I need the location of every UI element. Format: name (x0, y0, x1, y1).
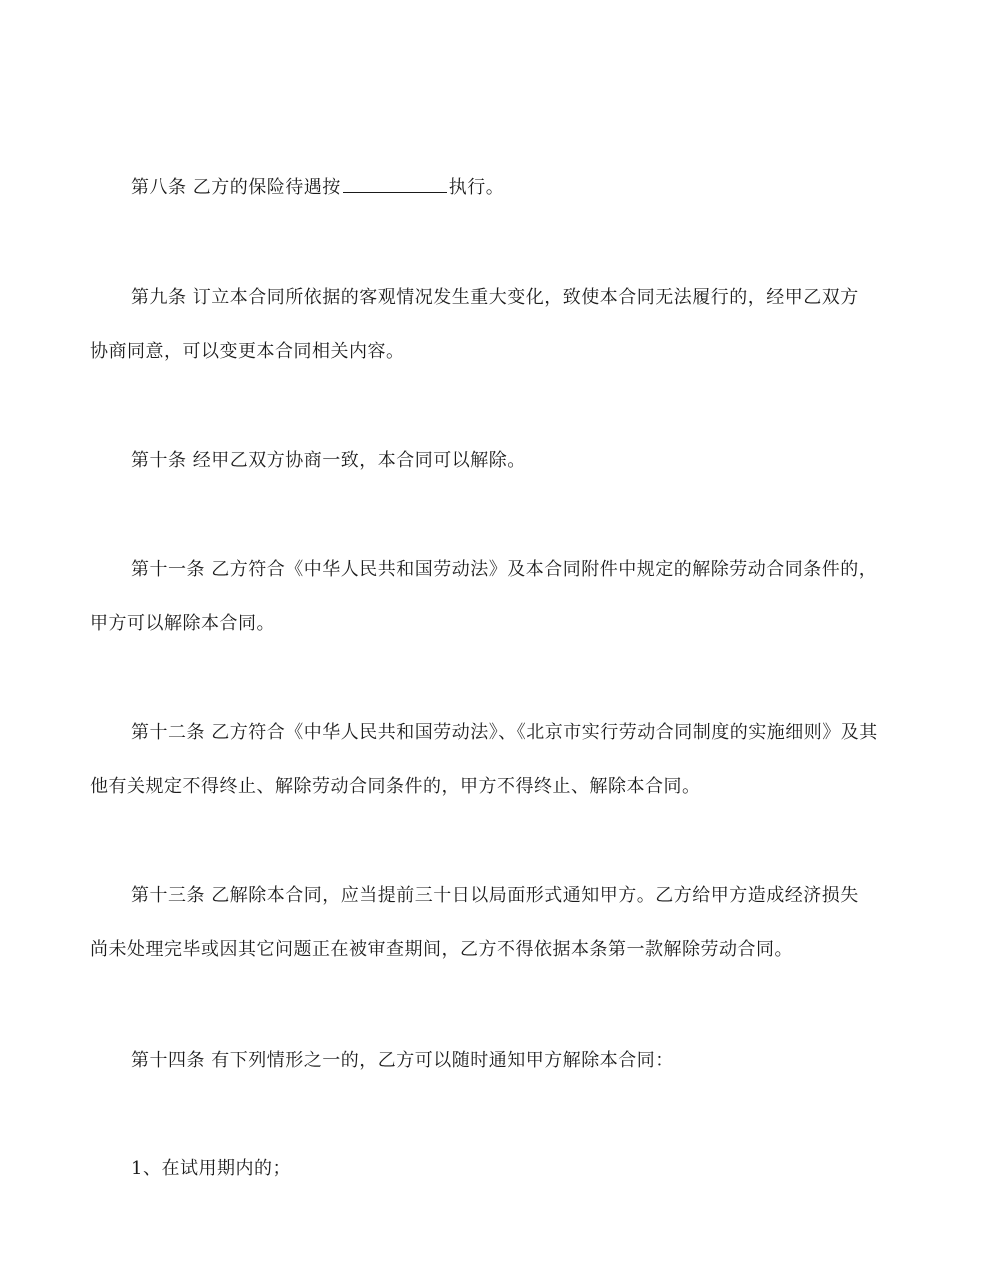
article-13-line-2: 尚未处理完毕或因其它问题正在被审查期间，乙方不得依据本条第一款解除劳动合同。 (90, 939, 793, 960)
article-9-line-2: 协商同意，可以变更本合同相关内容。 (90, 341, 405, 362)
article-10-line-1: 第十条 经甲乙双方协商一致，本合同可以解除。 (131, 450, 526, 471)
list-item-1: 1、在试用期内的； (131, 1158, 291, 1179)
article-12-line-1: 第十二条 乙方符合《中华人民共和国劳动法》、《北京市实行劳动合同制度的实施细则》及其 (131, 722, 878, 743)
article-11-line-2: 甲方可以解除本合同。 (90, 613, 275, 634)
article-8-line-1 (0, 174, 989, 200)
article-9-line-1: 第九条 订立本合同所依据的客观情况发生重大变化，致使本合同无法履行的，经甲乙双方 (131, 287, 859, 308)
article-13-line-1: 第十三条 乙解除本合同，应当提前三十日以局面形式通知甲方。乙方给甲方造成经济损失 (131, 885, 859, 906)
article-8-blank (343, 174, 447, 193)
article-11-line-1: 第十一条 乙方符合《中华人民共和国劳动法》及本合同附件中规定的解除劳动合同条件的， (131, 559, 878, 580)
article-12-line-2: 他有关规定不得终止、解除劳动合同条件的，甲方不得终止、解除本合同。 (90, 776, 701, 797)
article-8-text-before: 第八条 乙方的保险待遇按 (131, 177, 341, 198)
article-14-line-1: 第十四条 有下列情形之一的，乙方可以随时通知甲方解除本合同： (131, 1050, 674, 1071)
article-8-text-after: 执行。 (448, 177, 505, 198)
